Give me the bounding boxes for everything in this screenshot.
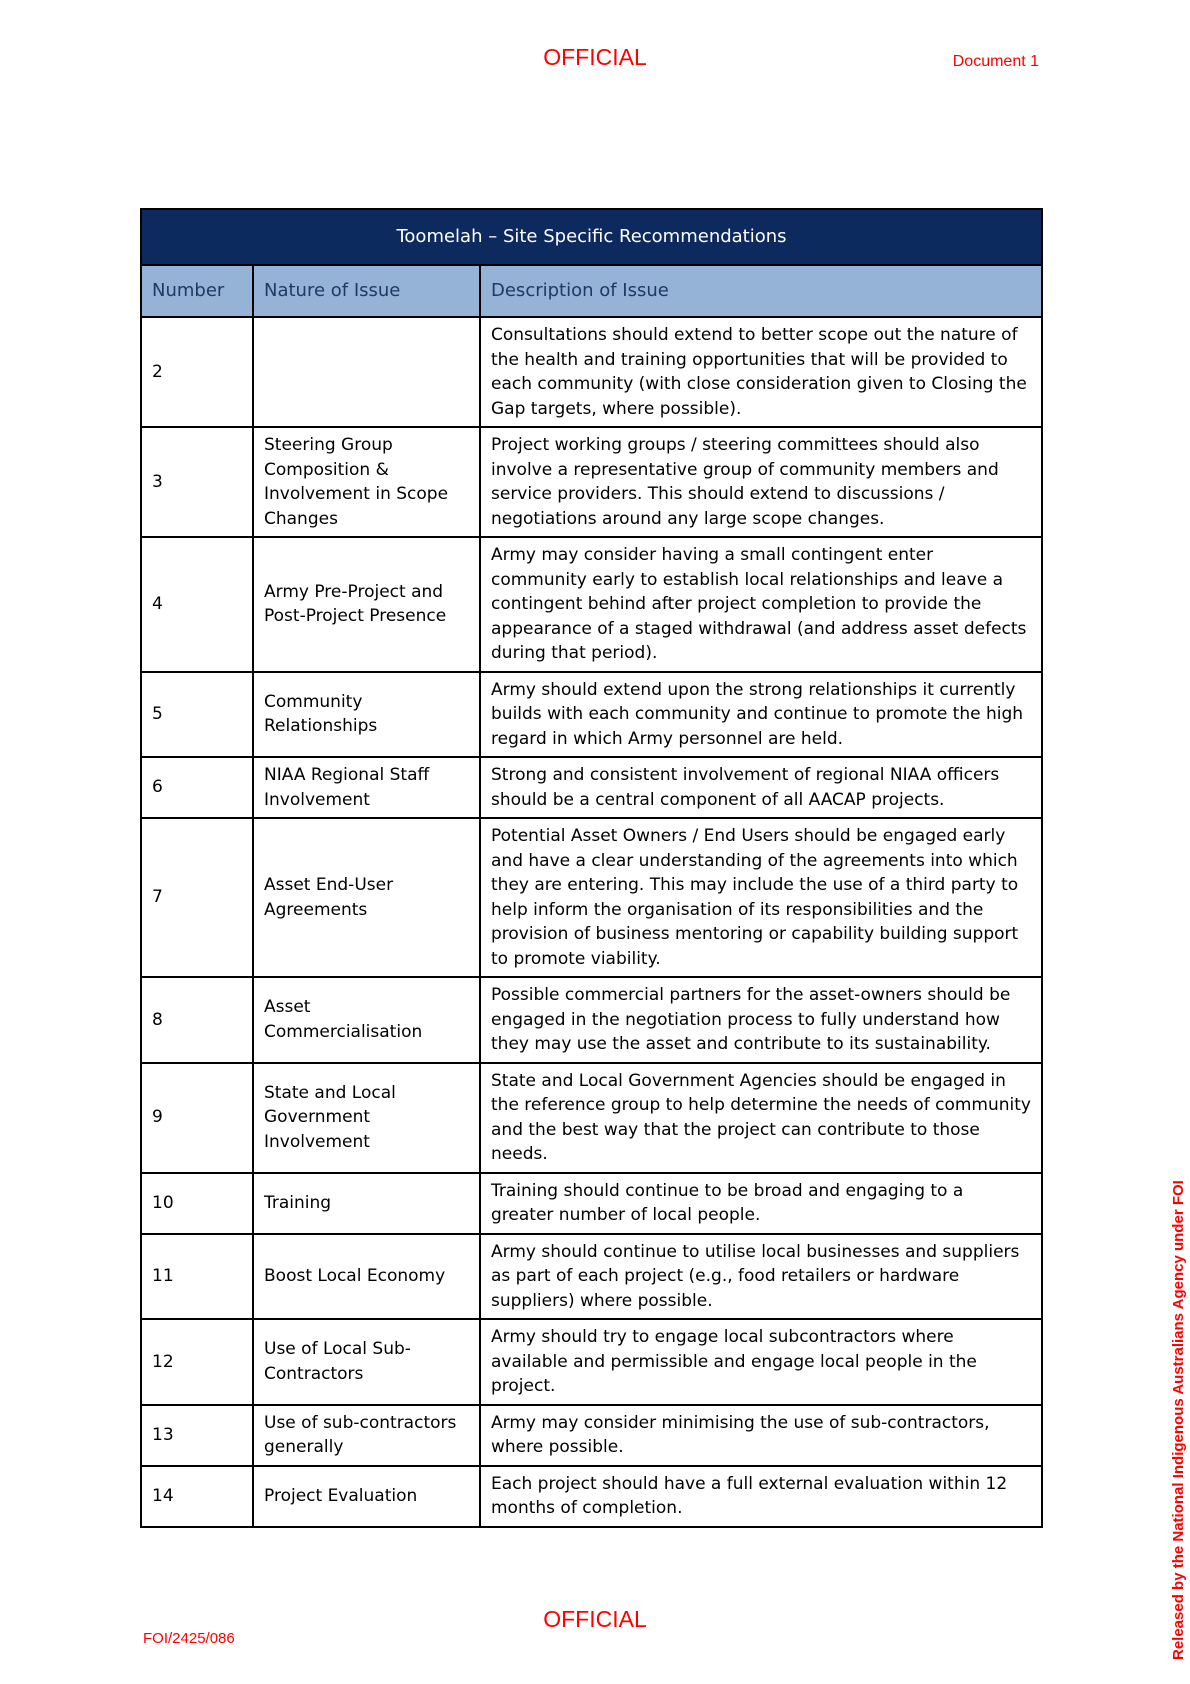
recommendations-table (140, 208, 1043, 1528)
row-number: 12 (141, 1319, 253, 1405)
document-number: Document 1 (952, 53, 1039, 70)
table-row (141, 317, 1042, 427)
header-nature-of-issue: Nature of Issue (253, 265, 480, 317)
row-description: Army may consider having a small contingent enter community early to establish local relationships and leave a contingent behind after project completion to provide the appearance of a staged withdrawal (and address asset defects during that period). (480, 537, 1042, 672)
row-number: 9 (141, 1063, 253, 1173)
table-row (141, 1063, 1042, 1173)
table-row (141, 977, 1042, 1063)
row-description: Possible commercial partners for the asset-owners should be engaged in the negotiation process to fully understand how they may use the asset and contribute to its sustainability. (480, 977, 1042, 1063)
row-number: 10 (141, 1173, 253, 1234)
row-description: State and Local Government Agencies should be engaged in the reference group to help determine the needs of community and the best way that the project can contribute to those needs. (480, 1063, 1042, 1173)
row-number: 6 (141, 757, 253, 818)
row-description: Army may consider minimising the use of sub-contractors, where possible. (480, 1405, 1042, 1466)
table-title: Toomelah – Site Specific Recommendations (141, 209, 1042, 265)
row-number: 7 (141, 818, 253, 977)
row-description: Strong and consistent involvement of regional NIAA officers should be a central component of all AACAP projects. (480, 757, 1042, 818)
table-row (141, 1466, 1042, 1527)
table-header-row (141, 265, 1042, 317)
table-row (141, 757, 1042, 818)
table-row (141, 1319, 1042, 1405)
table-row (141, 1173, 1042, 1234)
row-description: Training should continue to be broad and engaging to a greater number of local people. (480, 1173, 1042, 1234)
row-nature-of-issue (253, 317, 480, 427)
classification-marking-bottom: OFFICIAL (543, 1606, 647, 1632)
row-description: Army should extend upon the strong relationships it currently builds with each community and continue to promote the high regard in which Army personnel are held. (480, 672, 1042, 758)
row-nature-of-issue: Training (253, 1173, 480, 1234)
table-row (141, 427, 1042, 537)
row-nature-of-issue: Army Pre-Project and Post-Project Presence (253, 537, 480, 672)
row-number: 4 (141, 537, 253, 672)
row-description: Project working groups / steering committees should also involve a representative group of community members and service providers. This should extend to discussions / negotiations around any large scope changes. (480, 427, 1042, 537)
table-body (141, 317, 1042, 1527)
row-number: 8 (141, 977, 253, 1063)
table-row (141, 818, 1042, 977)
row-nature-of-issue: Asset Commercialisation (253, 977, 480, 1063)
row-nature-of-issue: NIAA Regional Staff Involvement (253, 757, 480, 818)
row-description: Each project should have a full external evaluation within 12 months of completion. (480, 1466, 1042, 1527)
row-description: Army should try to engage local subcontractors where available and permissible and engage local people in the project. (480, 1319, 1042, 1405)
foi-reference: FOI/2425/086 (143, 1630, 235, 1647)
row-description: Potential Asset Owners / End Users should be engaged early and have a clear understanding of the agreements into which they are entering. This may include the use of a third party to help inform the organisation of its responsibilities and the provision of business mentoring or capability building support to promote viability. (480, 818, 1042, 977)
row-nature-of-issue: Steering Group Composition & Involvement in Scope Changes (253, 427, 480, 537)
row-number: 13 (141, 1405, 253, 1466)
row-description: Army should continue to utilise local businesses and suppliers as part of each project (e.g., food retailers or hardware suppliers) where possible. (480, 1234, 1042, 1320)
table-row (141, 1405, 1042, 1466)
row-nature-of-issue: Asset End-User Agreements (253, 818, 480, 977)
row-nature-of-issue: Use of Local Sub-Contractors (253, 1319, 480, 1405)
header-description-of-issue: Description of Issue (480, 265, 1042, 317)
row-nature-of-issue: State and Local Government Involvement (253, 1063, 480, 1173)
row-number: 3 (141, 427, 253, 537)
row-nature-of-issue: Community Relationships (253, 672, 480, 758)
row-nature-of-issue: Boost Local Economy (253, 1234, 480, 1320)
header-number: Number (141, 265, 253, 317)
classification-marking-top: OFFICIAL (543, 44, 647, 70)
row-number: 14 (141, 1466, 253, 1527)
row-description: Consultations should extend to better scope out the nature of the health and training opportunities that will be provided to each community (with close consideration given to Closing the Gap targets, where possible). (480, 317, 1042, 427)
table-row (141, 672, 1042, 758)
row-number: 5 (141, 672, 253, 758)
table-row (141, 537, 1042, 672)
row-nature-of-issue: Use of sub-contractors generally (253, 1405, 480, 1466)
table-row (141, 1234, 1042, 1320)
row-number: 2 (141, 317, 253, 427)
row-nature-of-issue: Project Evaluation (253, 1466, 480, 1527)
foi-release-note: Released by the National Indigenous Australians Agency under FOI (1170, 1180, 1187, 1660)
row-number: 11 (141, 1234, 253, 1320)
